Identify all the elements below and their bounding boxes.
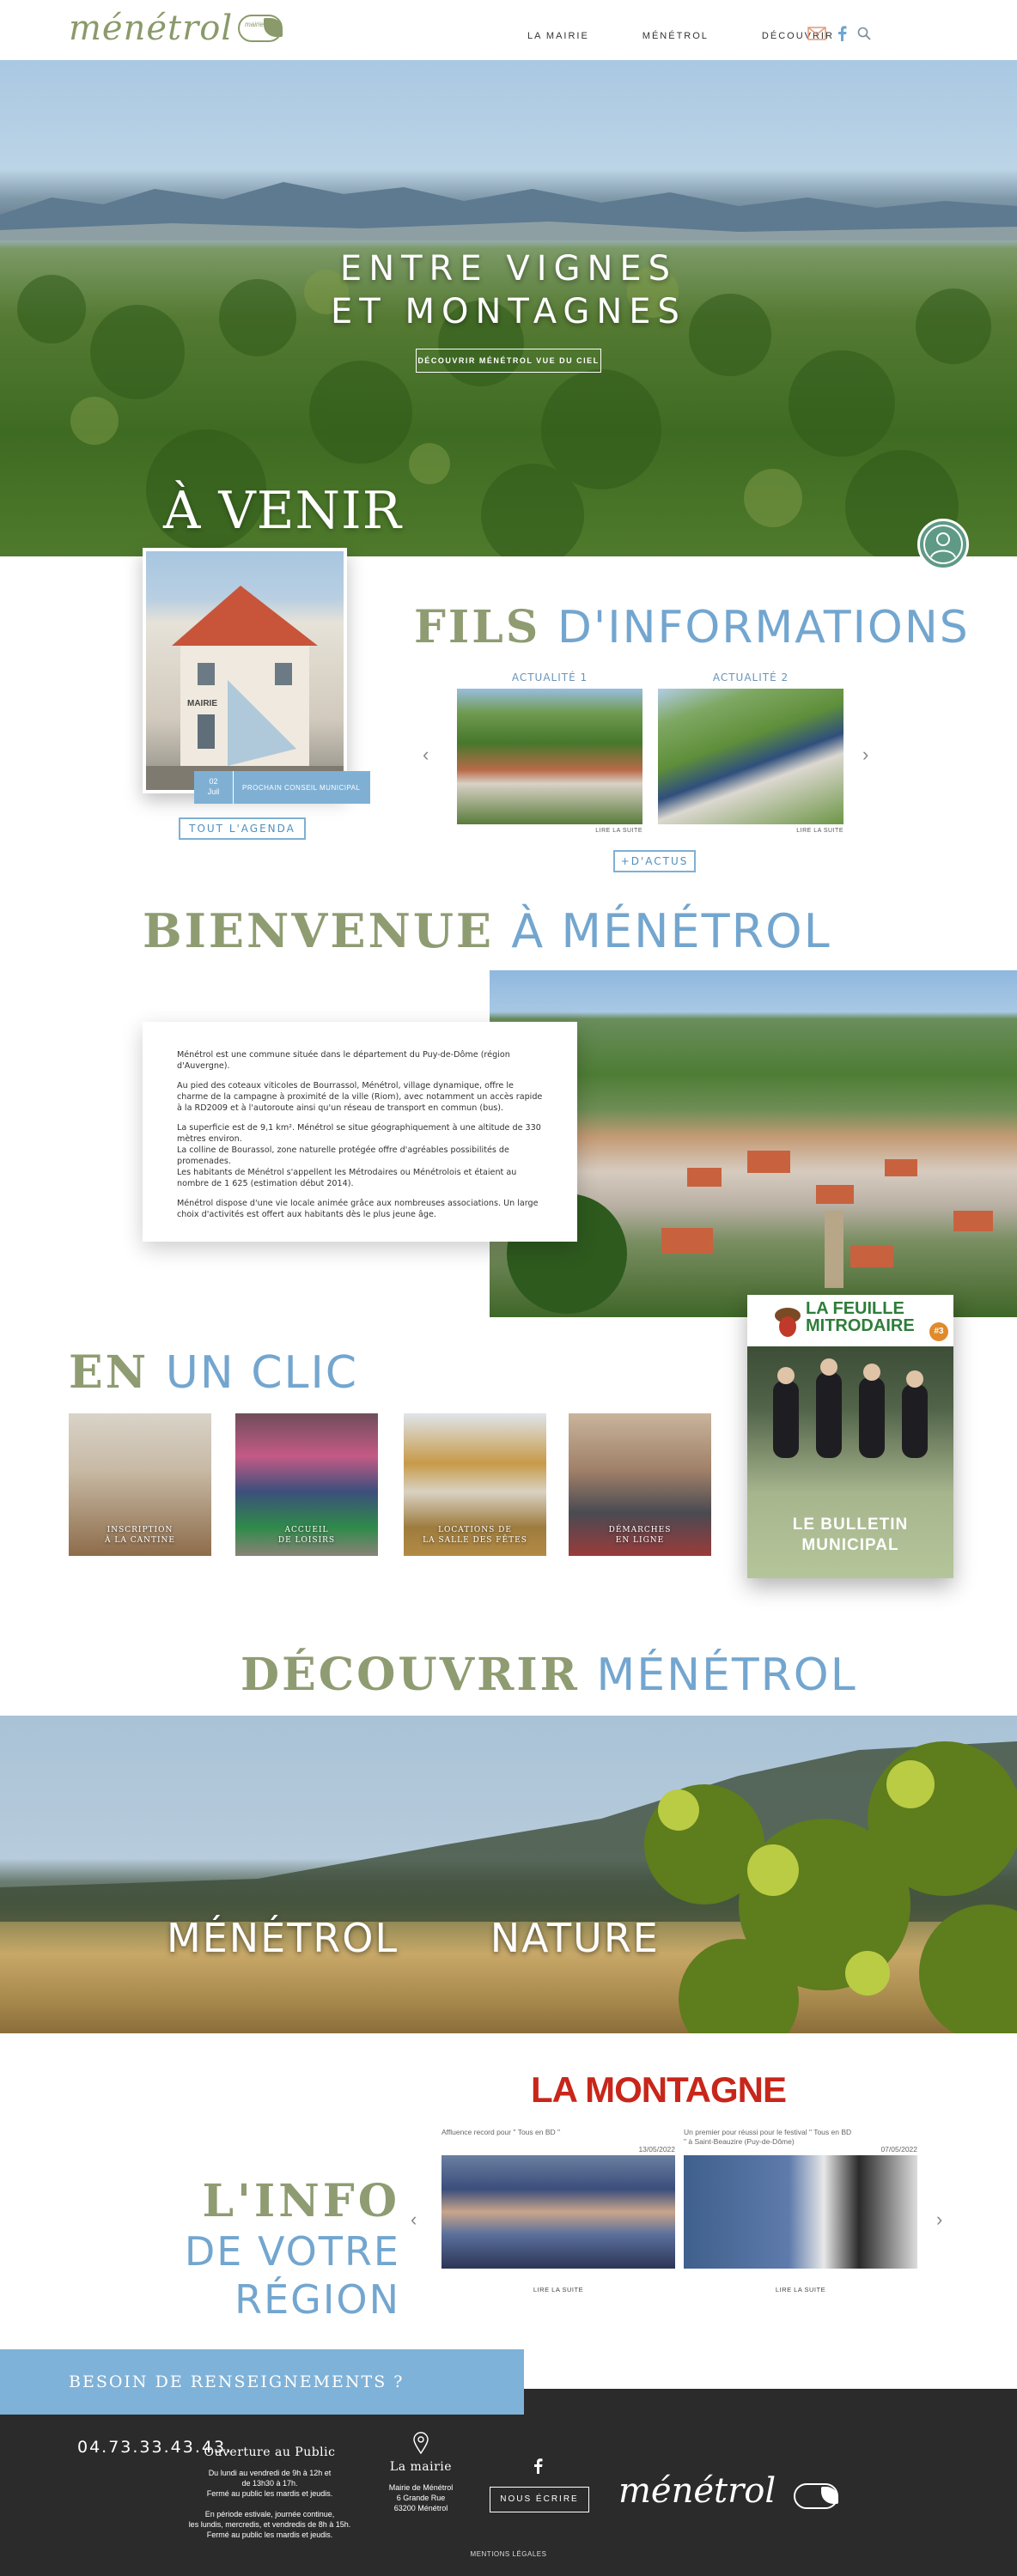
quick-links-title-a: EN — [69, 1346, 149, 1399]
footer-hours-line: de 13h30 à 17h. — [241, 2479, 298, 2488]
footer-address-line: Mairie de Ménétrol — [388, 2483, 454, 2492]
agenda-event-text: PROCHAIN CONSEIL MUNICIPAL — [242, 783, 361, 792]
quick-link-line2: DE LOISIRS — [277, 1536, 336, 1545]
quick-link-caption — [235, 1525, 378, 1546]
choir-photo — [747, 1346, 953, 1501]
logo-badge — [238, 15, 283, 42]
footer-logo[interactable] — [618, 2471, 776, 2511]
quick-link-line1: INSCRIPTION — [107, 1526, 174, 1534]
municipal-bulletin-card[interactable] — [747, 1295, 953, 1578]
more-news-button[interactable]: +D'ACTUS — [613, 850, 696, 872]
read-more-link[interactable]: LIRE LA SUITE — [796, 828, 843, 834]
footer-logo-badge — [794, 2483, 838, 2509]
bulletin-title-2: MITRODAIRE — [806, 1316, 915, 1335]
help-label: BESOIN DE RENSEIGNEMENTS ? — [69, 2372, 405, 2391]
user-account-button[interactable] — [917, 519, 969, 570]
infos-title-b: D'INFORMATIONS — [557, 602, 970, 653]
chevron-right-icon[interactable]: › — [936, 2208, 943, 2230]
region-title-b: DE VOTRE RÉGION — [184, 2228, 400, 2323]
welcome-paragraph: La superficie est de 9,1 km². Ménétrol se situe géographiquement à une altitude de 330 mètres environ. La colline de Bourassol, zone naturelle protégée offre d'agréables possibilités de promenades. Les habitants de Ménétrol s'appellent les Métrodaires ou Ménétrolois et étaient au nombre de 1 625 (estimation début 2014). — [177, 1123, 541, 1188]
nature-caption-a: MÉNÉTROL — [167, 1915, 399, 1961]
nature-caption — [167, 1915, 660, 1961]
hero-banner — [0, 60, 1017, 556]
read-more-link[interactable]: LIRE LA SUITE — [595, 828, 642, 834]
bulletin-caption — [747, 1515, 953, 1556]
news-title: Un premier pour réussi pour le festival " Tous en BD " à Saint-Beauzire (Puy-de-Dôme) — [684, 2128, 852, 2146]
quick-link-caption — [69, 1525, 211, 1546]
footer-logo-text: ménétrol — [618, 2471, 776, 2511]
footer-address-line: 63200 Ménétrol — [393, 2504, 448, 2512]
nav-menetrol[interactable]: MÉNÉTROL — [642, 31, 709, 41]
footer-address-line: 6 Grande Rue — [396, 2494, 446, 2502]
chevron-left-icon[interactable]: ‹ — [411, 2208, 417, 2230]
discover-title — [241, 1649, 857, 1701]
agenda-photo — [146, 551, 344, 790]
mail-icon[interactable] — [807, 27, 826, 40]
quick-link-canteen[interactable] — [69, 1413, 211, 1556]
nature-landscape — [0, 1716, 1017, 2033]
quick-link-caption — [404, 1525, 546, 1546]
news-header — [684, 2128, 917, 2155]
quick-link-leisure[interactable] — [235, 1413, 378, 1556]
footer-hours-line: les lundis, mercredis, et vendredis de 8h à 15h. — [188, 2520, 351, 2529]
news-photo — [658, 689, 843, 824]
header-icons — [807, 26, 871, 41]
bulletin-line1: LE BULLETIN — [792, 1516, 909, 1534]
region-title-a: L'INFO — [202, 2175, 400, 2227]
la-montagne-logo[interactable]: LA MONTAGNE — [531, 2069, 786, 2110]
infos-title — [414, 601, 970, 653]
bulletin-number: #3 — [929, 1322, 948, 1341]
discover-title-b: MÉNÉTROL — [596, 1649, 857, 1701]
acorn-icon — [773, 1303, 802, 1338]
quick-link-hall-rental[interactable] — [404, 1413, 546, 1556]
read-more-link[interactable]: LIRE LA SUITE — [533, 2286, 584, 2293]
welcome-paragraph: Ménétrol dispose d'une vie locale animée grâce aux nombreuses associations. Un large choix d'activités est offert aux habitants dès le plus jeune âge. — [177, 1199, 539, 1219]
map-pin-icon — [412, 2432, 429, 2454]
infos-title-a: FILS — [414, 601, 541, 653]
quick-link-caption — [569, 1525, 711, 1546]
facebook-icon[interactable] — [837, 26, 847, 41]
agenda-card[interactable] — [143, 548, 347, 793]
news-item-label: ACTUALITÉ 1 — [511, 671, 588, 683]
hero-title-line1: ENTRE VIGNES — [339, 249, 678, 289]
footer-hours-line: Du lundi au vendredi de 9h à 12h et — [208, 2469, 332, 2477]
news-date: 13/05/2022 — [638, 2145, 675, 2154]
footer-mairie-title: La mairie — [389, 2460, 453, 2474]
nav-la-mairie[interactable]: LA MAIRIE — [527, 31, 589, 41]
search-icon[interactable] — [857, 27, 871, 40]
region-news-1[interactable] — [442, 2128, 675, 2293]
mairie-building — [146, 551, 344, 790]
region-news-2[interactable] — [684, 2128, 917, 2293]
agenda-date — [194, 771, 234, 804]
nature-caption-b: NATURE — [490, 1915, 660, 1961]
quick-links-title-b: UN CLIC — [165, 1347, 359, 1399]
news-item-label: ACTUALITÉ 2 — [712, 671, 789, 683]
news-item-2[interactable] — [658, 671, 843, 834]
hero-title — [0, 247, 1017, 333]
footer-hours-line: Fermé au public les mardis et jeudis. — [206, 2530, 333, 2539]
bulletin-header — [747, 1295, 953, 1346]
footer-hours-title: Ouverture au Public — [204, 2445, 336, 2459]
quick-link-line2: EN LIGNE — [615, 1536, 665, 1545]
footer-address — [369, 2432, 472, 2513]
logo-badge-text: mairie — [245, 21, 264, 28]
user-icon — [920, 521, 966, 568]
news-date: 07/05/2022 — [880, 2145, 917, 2154]
news-photo — [684, 2155, 917, 2269]
chevron-left-icon[interactable]: ‹ — [423, 744, 429, 765]
news-item-1[interactable] — [457, 671, 642, 834]
quick-link-line2: LA SALLE DES FÊTES — [423, 1536, 527, 1545]
welcome-title-b: À MÉNÉTROL — [511, 904, 831, 958]
hero-discover-button[interactable]: DÉCOUVRIR MÉNÉTROL VUE DU CIEL — [416, 349, 601, 373]
leaf-icon — [821, 2487, 838, 2504]
welcome-text-card — [143, 1022, 577, 1242]
news-header — [442, 2128, 675, 2155]
agenda-event-label[interactable] — [194, 771, 370, 804]
read-more-link[interactable]: LIRE LA SUITE — [775, 2286, 826, 2293]
quick-links-title — [69, 1346, 358, 1399]
site-header — [0, 0, 1017, 60]
news-photo — [442, 2155, 675, 2269]
bulletin-title-1: LA FEUILLE — [806, 1299, 904, 1318]
welcome-title-a: BIENVENUE — [143, 903, 495, 958]
nav-decouvrir[interactable]: DÉCOUVRIR — [761, 31, 834, 41]
hero-landscape — [0, 163, 1017, 240]
news-photo — [457, 689, 642, 824]
agenda-date-day: 02 — [209, 777, 218, 786]
agenda-heading: À VENIR — [163, 481, 402, 541]
quick-link-line1: LOCATIONS DE — [438, 1526, 512, 1534]
mairie-sign: MAIRIE — [187, 699, 217, 708]
footer-hours-line: Fermé au public les mardis et jeudis. — [206, 2489, 333, 2498]
contact-button[interactable]: NOUS ÉCRIRE — [490, 2487, 589, 2512]
welcome-title — [143, 903, 831, 958]
chevron-right-icon[interactable]: › — [862, 744, 869, 765]
welcome-paragraph: Au pied des coteaux viticoles de Bourrassol, Ménétrol, village dynamique, offre le charme de la campagne à proximité de la ville (Riom), avec notamment un accès rapide à la RD2009 et à l'autoroute ainsi qu'un réseau de transport en commun (bus). — [177, 1081, 543, 1113]
bulletin-title — [806, 1300, 915, 1334]
discover-title-a: DÉCOUVRIR — [241, 1649, 580, 1701]
news-title: Affluence record pour " Tous en BD " — [442, 2128, 561, 2136]
agenda-date-month: Juil — [207, 787, 220, 796]
logo-text: ménétrol — [69, 9, 234, 48]
quick-link-line2: À LA CANTINE — [105, 1536, 175, 1545]
facebook-icon[interactable] — [533, 2458, 543, 2475]
nature-photo[interactable] — [0, 1716, 1017, 2033]
help-phone[interactable]: 04.73.33.43.43. — [77, 2438, 234, 2457]
quick-link-line1: DÉMARCHES — [608, 1526, 672, 1534]
welcome-paragraph: Ménétrol est une commune située dans le département du Puy-de-Dôme (région d'Auvergne). — [177, 1050, 510, 1071]
quick-link-online[interactable] — [569, 1413, 711, 1556]
quick-link-line1: ACCUEIL — [284, 1526, 329, 1534]
site-logo[interactable] — [69, 9, 283, 48]
legal-notice-link[interactable]: MENTIONS LÉGALES — [470, 2550, 547, 2558]
hero-title-line2: ET MONTAGNES — [331, 292, 686, 331]
all-agenda-button[interactable]: TOUT L'AGENDA — [179, 817, 306, 840]
bulletin-line2: MUNICIPAL — [801, 1536, 899, 1554]
footer-hours-line: En période estivale, journée continue, — [204, 2510, 335, 2518]
region-info-title — [65, 2176, 400, 2324]
leaf-icon — [264, 18, 283, 37]
